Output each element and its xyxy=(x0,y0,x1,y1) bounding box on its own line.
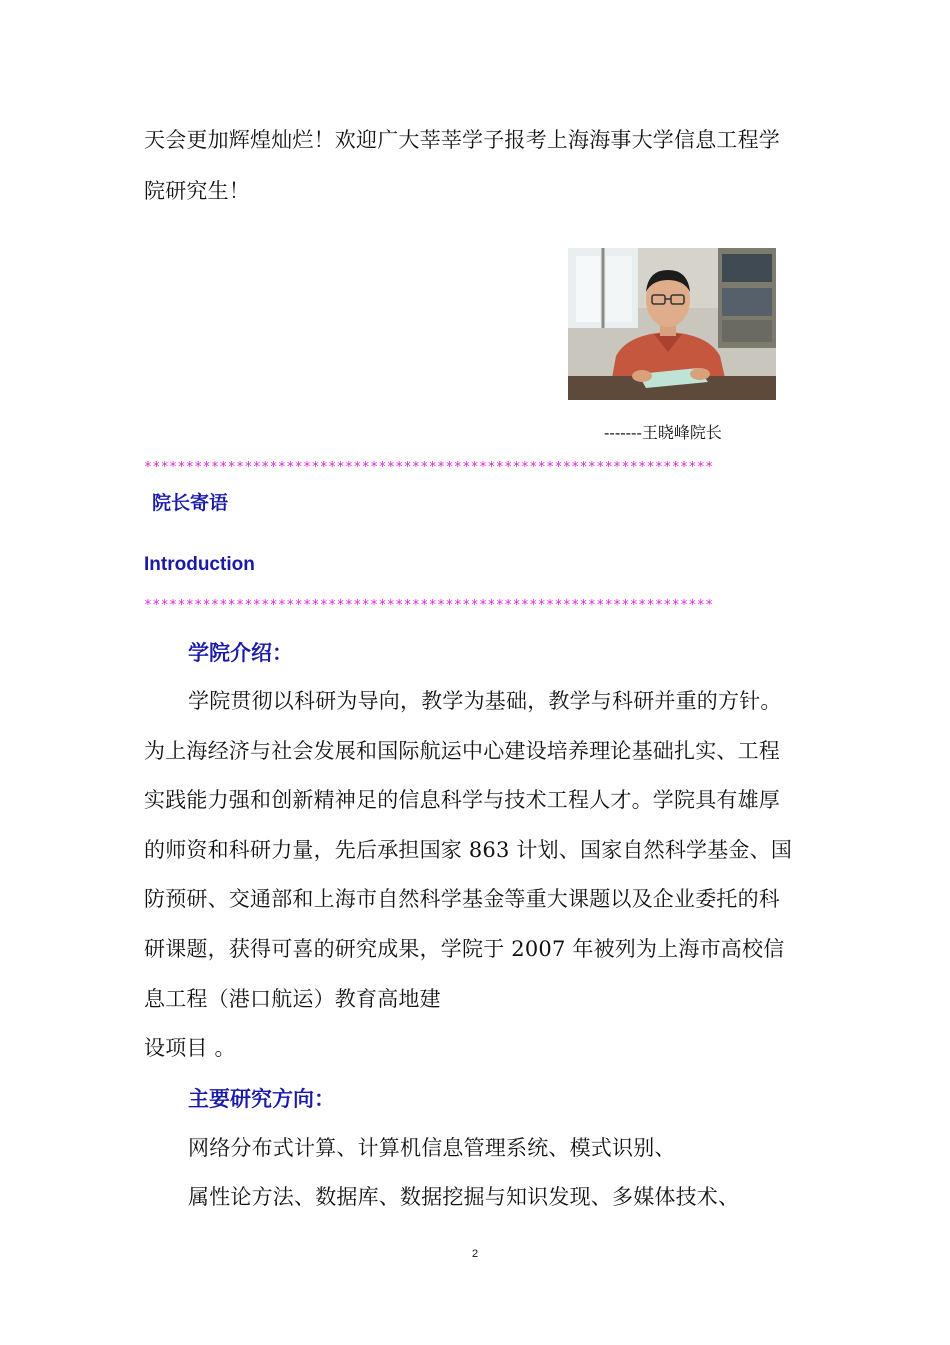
page-number: 2 xyxy=(471,1248,479,1260)
star-separator-bottom: ******************************************************************** xyxy=(144,598,714,613)
dean-portrait-illustration xyxy=(568,248,776,400)
introduction-title: Introduction xyxy=(144,554,255,575)
college-intro-line-8: 设项目 。 xyxy=(144,1036,236,1060)
research-heading: 主要研究方向： xyxy=(188,1086,335,1111)
star-separator-top: ******************************************************************** xyxy=(144,460,714,475)
welcome-line-2: 院研究生！ xyxy=(144,179,250,203)
college-intro-line-7: 息工程（港口航运）教育高地建 xyxy=(144,987,441,1011)
college-intro-line-4: 的师资和科研力量，先后承担国家 863 计划、国家自然科学基金、国 xyxy=(144,838,793,862)
research-line-2: 属性论方法、数据库、数据挖掘与知识发现、多媒体技术、 xyxy=(188,1185,740,1209)
dean-signature: -------王晓峰院长 xyxy=(604,423,722,442)
college-intro-line-6: 研课题，获得可喜的研究成果，学院于 2007 年被列为上海市高校信 xyxy=(144,937,785,961)
college-intro-line-5: 防预研、交通部和上海市自然科学基金等重大课题以及企业委托的科 xyxy=(144,887,780,911)
dean-portrait-photo xyxy=(568,248,776,400)
dean-message-title: 院长寄语 xyxy=(152,492,229,514)
welcome-line-1: 天会更加辉煌灿烂！欢迎广大莘莘学子报考上海海事大学信息工程学 xyxy=(144,128,780,152)
research-line-1: 网络分布式计算、计算机信息管理系统、模式识别、 xyxy=(188,1136,676,1160)
college-intro-line-2: 为上海经济与社会发展和国际航运中心建设培养理论基础扎实、工程 xyxy=(144,739,780,763)
college-intro-heading: 学院介绍： xyxy=(188,640,293,665)
college-intro-line-3: 实践能力强和创新精神足的信息科学与技术工程人才。学院具有雄厚 xyxy=(144,788,780,812)
college-intro-line-1: 学院贯彻以科研为导向，教学为基础，教学与科研并重的方针。 xyxy=(188,689,782,713)
